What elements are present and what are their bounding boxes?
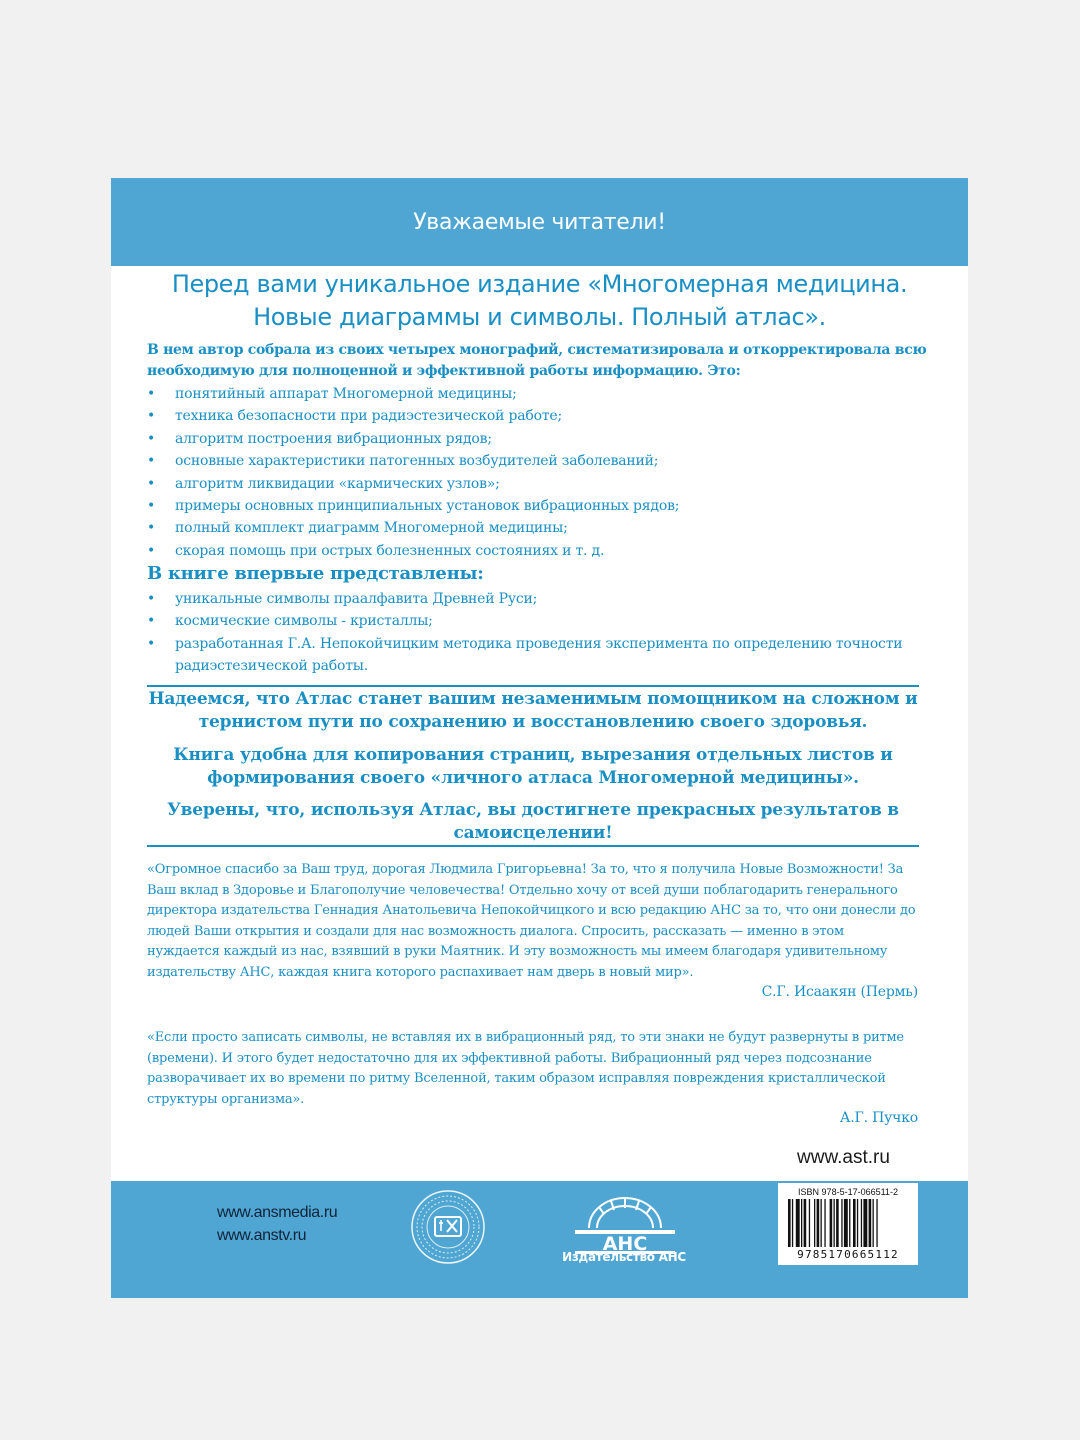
bottom-band	[111, 1181, 968, 1298]
ansmedia-link[interactable]: www.ansmedia.ru	[217, 1204, 338, 1221]
barcode-bar	[844, 1199, 848, 1247]
barcode-box	[778, 1183, 918, 1265]
anstv-link[interactable]: www.anstv.ru	[217, 1227, 307, 1244]
barcode-bar	[853, 1199, 856, 1247]
list-item: • техника безопасности при радиэстезической работе;	[147, 405, 937, 427]
divider-bottom	[147, 845, 919, 847]
barcode-bar	[857, 1199, 858, 1247]
barcode-bar	[861, 1199, 862, 1247]
barcode-bar	[836, 1199, 839, 1247]
ast-website-link[interactable]: www.ast.ru	[797, 1147, 890, 1168]
barcode-bar	[821, 1199, 822, 1247]
headline-line-2: Новые диаграммы и символы. Полный атлас».	[253, 303, 826, 331]
barcode-bar	[788, 1199, 791, 1247]
list-item: • алгоритм ликвидации «кармических узлов»;	[147, 473, 937, 495]
top-band	[111, 178, 968, 266]
barcode-bar	[841, 1199, 842, 1247]
footer-links	[217, 1201, 337, 1247]
callout-2: Книга удобна для копирования страниц, вырезания отдельных листов и формирования своего «личного атласа Многомерной медицины».	[173, 745, 893, 788]
callout-1: Надеемся, что Атлас станет вашим незаменимым помощником на сложном и тернистом пути по сохранению и восстановлению своего здоровья.	[148, 689, 918, 732]
barcode-bar	[876, 1199, 877, 1247]
divider-top	[147, 685, 919, 687]
list-item: • полный комплект диаграмм Многомерной медицины;	[147, 517, 937, 539]
barcode-bar	[814, 1199, 815, 1247]
barcode-bar	[849, 1199, 850, 1247]
logo-letters: АНС	[602, 1233, 648, 1255]
intro-paragraph: В нем автор собрала из своих четырех монографий, систематизировала и откорректировала всю необходимую для полноценной и эффективной работы информацию. Это:	[147, 342, 927, 379]
list-item: • понятийный аппарат Многомерной медицины;	[147, 383, 937, 405]
headline	[111, 268, 968, 334]
callout-3: Уверены, что, используя Атлас, вы достигнете прекрасных результатов в самоисцелении!	[167, 800, 899, 843]
barcode-bar	[830, 1199, 833, 1247]
list-item: • уникальные символы праалфавита Древней Руси;	[147, 588, 937, 610]
tv-channel-emblem-icon	[411, 1190, 485, 1264]
barcode-bar	[824, 1199, 825, 1247]
barcode-bar	[873, 1199, 874, 1247]
barcode-icon	[788, 1199, 908, 1251]
list-item: • скорая помощь при острых болезненных состояниях и т. д.	[147, 540, 937, 562]
barcode-bar	[809, 1199, 810, 1247]
book-back-cover	[111, 178, 968, 1298]
barcode-bar	[792, 1199, 793, 1247]
barcode-bar	[804, 1199, 807, 1247]
list-item: • алгоритм построения вибрационных рядов;	[147, 428, 937, 450]
new-features-list	[147, 588, 937, 678]
reader-review-quote: «Огромное спасибо за Ваш труд, дорогая Людмила Григорьевна! За то, что я получила Новые Возможности! За Ваш вклад в Здоровье и Благополучие человечества! Отдельно хочу от всей души поблагодарить генерального директора издательства Геннадия Анатольевича Непокойчицкого и всю редакцию АНС за то, что они донесли до людей Ваши открытия и создали для нас возможность диалога. Спросить, рассказать — именно в этом нуждается каждый из нас, взявший в руки Маятник. И эту возможность мы имеем благодаря удивительному издательству АНС, каждая книга которого распахивает нам дверь в новый мир».	[147, 862, 916, 980]
list-item: • основные характеристики патогенных возбудителей заболеваний;	[147, 450, 937, 472]
headline-line-1: Перед вами уникальное издание «Многомерная медицина.	[171, 270, 908, 298]
barcode-bar	[869, 1199, 872, 1247]
isbn-label: ISBN 978-5-17-066511-2	[798, 1187, 898, 1197]
new-features-heading: В книге впервые представлены:	[147, 563, 484, 584]
greeting-title: Уважаемые читатели!	[413, 209, 666, 235]
barcode-number: 9785170665112	[797, 1248, 899, 1261]
barcode-bar	[834, 1199, 835, 1247]
list-item: • примеры основных принципиальных установок вибрационных рядов;	[147, 495, 937, 517]
quote-author: А.Г. Пучко	[839, 1110, 918, 1126]
barcode-bar	[863, 1199, 867, 1247]
contents-list	[147, 383, 937, 562]
list-item: • разработанная Г.А. Непокойчицким методика проведения эксперимента по определению точности радиэстезической работы.	[147, 633, 937, 678]
expert-quote: «Если просто записать символы, не вставляя их в вибрационный ряд, то эти знаки не будут развернуты в ритме (времени). И этого будет недостаточно для их эффективной работы. Вибрационный ряд через подсознание разворачивает их во времени по ритму Вселенной, таким образом исправляя повреждения кристаллической структуры организма».	[147, 1030, 904, 1107]
publisher-name: Издательство АНС	[562, 1250, 686, 1264]
barcode-bar	[801, 1199, 802, 1247]
list-item: • космические символы - кристаллы;	[147, 610, 937, 632]
barcode-bar	[817, 1199, 820, 1247]
review-author: С.Г. Исаакян (Пермь)	[761, 984, 918, 1000]
barcode-bar	[796, 1199, 800, 1247]
